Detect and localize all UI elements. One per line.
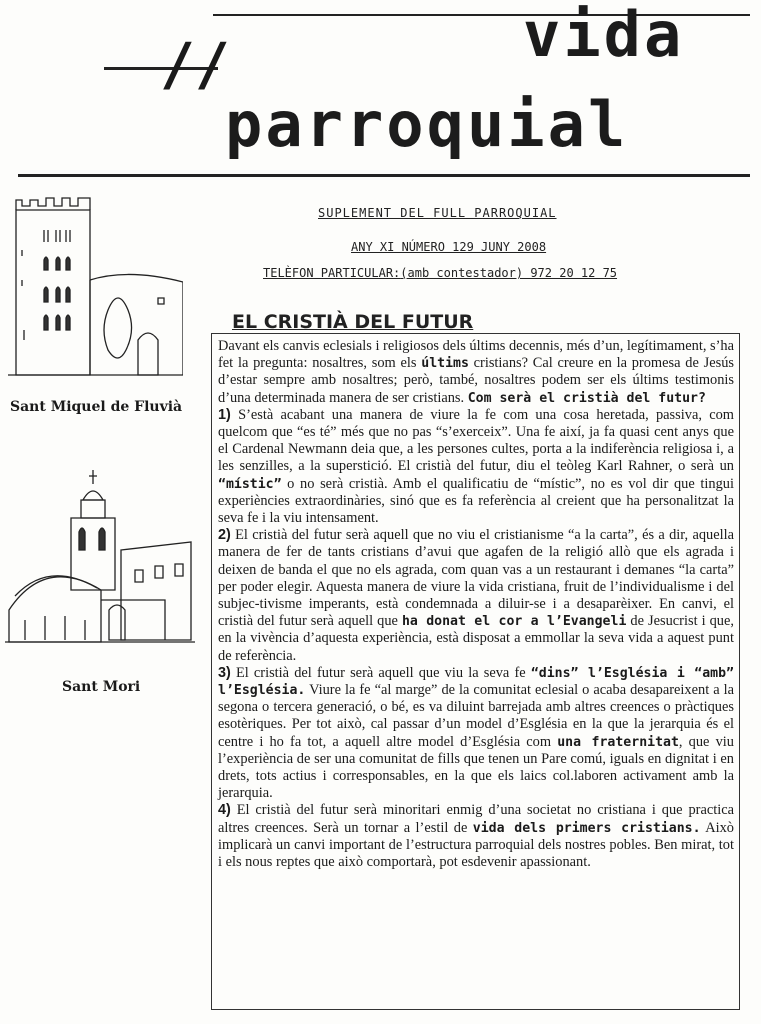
- phone-number: (amb contestador) 972 20 12 75: [400, 266, 618, 280]
- masthead-slash-mark: //: [160, 30, 230, 98]
- article-point-1: 1) S’està acabant una manera de viure la fe com una cosa heretada, passiva, com quelcom que “es té” més que no pas “s’exerceix”. Una fe així, ja fa quasi cent anys que el Cardenal Newmann deia que, a les persones cultes, porta a la indiferència religiosa i, a les senzilles, a la superstició. El cristià del futur, diu el teòleg Karl Rahner, o serà un “místic” o no serà cristià. Amb el qualificatiu de “místic”, no es vol dir que tingui experiències extraordinàries, sinó que es fa referència al creient que ha personalitzat la seva fe i la viu intensament.: [218, 406, 734, 527]
- caption-sant-miquel: Sant Miquel de Fluvià: [10, 399, 183, 415]
- caption-sant-mori: Sant Mori: [62, 679, 141, 695]
- article-title: EL CRISTIÀ DEL FUTUR: [232, 311, 474, 333]
- article-point-2: 2) El cristià del futur serà aquell que no viu el cristianisme “a la carta”, és a dir, aquella manera de fer de tants cristians d’avui que agafen de la religió allò que els agrada i deixen de banda el que no els agrada, com quan vas a un restaurant i demanes “la carta” per poder elegir. Aquesta manera de viure la vida cristiana, fruit de l’individualisme i del subjec-tivisme imperants, està condemnada a diluir-se i a desaparèixer. En canvi, el cristià del futur serà aquell que ha donat el cor a l’Evangeli de Jesucrist i que, en la vivència d’aquesta experiència, està disposat a emmollar la seva vida a aquest punt de referència.: [218, 527, 734, 664]
- supplement-line: SUPLEMENT DEL FULL PARROQUIAL: [318, 206, 557, 220]
- article-point-3: 3) El cristià del futur serà aquell que viu la seva fe “dins” l’Església i “amb” l’Església. Viure la fe “al marge” de la comunitat eclesial o acaba desapareixent a la segona o tercera generació, o bé, es va diluint barrejada amb altres creences o pràctiques esotèriques. Per tot això, cal passar d’un model d’Església en la que la jerarquia és el centre i ho fa tot, a aquell altre model d’Església com una fraternitat, que viu l’experiència de ser una comunitat de fills que tenen un Pare comú, iguals en dignitat i en drets, tots actius i corresponsables, en la que els laics col.laboren activament amb la jerarquia.: [218, 664, 734, 802]
- masthead-title-vida: vida: [523, 0, 685, 71]
- phone-line: [263, 266, 617, 280]
- article-body: [211, 333, 740, 1010]
- article-point-4: 4) El cristià del futur serà minoritari enmig d’una societat no cristiana i que practica altres creences. Serà un tornar a l’estil de vida dels primers cristians. Això implicarà un canvi important de l’estructura parroquial dels nostres pobles. Ben mirat, tot i els nous reptes que això comportarà, pot esdevenir apassionant.: [218, 802, 734, 871]
- phone-label: TELÈFON PARTICULAR:: [263, 266, 401, 280]
- issue-line: ANY XI NÚMERO 129 JUNY 2008: [351, 240, 547, 254]
- masthead-bottom-rule: [18, 174, 750, 177]
- article-intro: Davant els canvis eclesials i religiosos dels últims decennis, més d’un, legítimament, s’ha fet la pregunta: nosaltres, som els últims cristians? Cal creure en la promesa de Jesús d’estar sempre amb nosaltres; però, també, nosaltres podem ser els últims testimonis d’una determinada manera de ser cristians. Com serà el cristià del futur?: [218, 338, 734, 406]
- masthead-title-parroquial: parroquial: [225, 88, 629, 161]
- church-drawing-sant-mori: [5, 470, 195, 670]
- church-drawing-sant-miquel: [8, 190, 183, 382]
